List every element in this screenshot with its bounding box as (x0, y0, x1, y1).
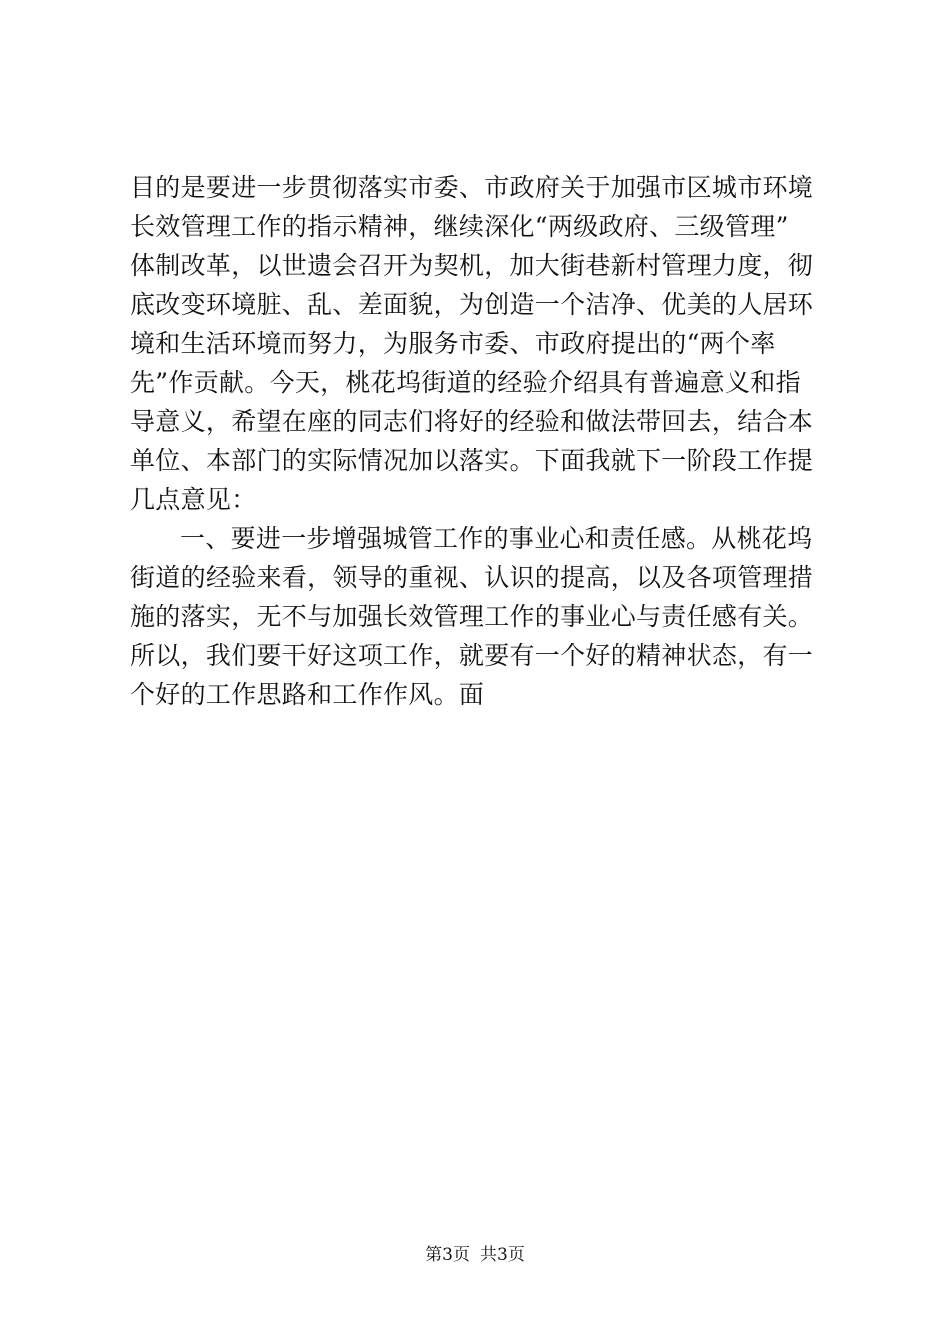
page-number: 第3页 (425, 1245, 470, 1265)
text-line: 目的是要进一步贯彻落实市委、市政府关于加强市区城市环境 (130, 173, 814, 202)
text-line: 个好的工作思路和工作作风。面 (130, 680, 485, 709)
text-line: 施的落实，无不与加强长效管理工作的事业心与责任感有关。 (130, 602, 814, 631)
text-line: 所以，我们要干好这项工作，就要有一个好的精神状态，有一 (130, 641, 814, 670)
page-footer (0, 1243, 950, 1267)
text-line: 底改变环境脏、乱、差面貌，为创造一个洁净、优美的人居环 (130, 290, 814, 319)
text-line: 体制改革，以世遗会召开为契机，加大街巷新村管理力度，彻 (130, 251, 814, 280)
page-total: 共3页 (480, 1245, 525, 1265)
document-body (130, 168, 830, 714)
text-line: 长效管理工作的指示精神，继续深化“两级政府、三级管理” (130, 212, 789, 241)
text-line: 单位、本部门的实际情况加以落实。下面我就下一阶段工作提 (130, 446, 814, 475)
text-line: 境和生活环境而努力，为服务市委、市政府提出的“两个率 (130, 329, 776, 358)
text-line: 街道的经验来看，领导的重视、认识的提高，以及各项管理措 (130, 563, 814, 592)
text-line: 几点意见： (130, 485, 257, 514)
text-line: 先”作贡献。今天，桃花坞街道的经验介绍具有普遍意义和指 (130, 368, 801, 397)
text-line: 导意义，希望在座的同志们将好的经验和做法带回去，结合本 (130, 407, 814, 436)
section-heading-line: 一、要进一步增强城管工作的事业心和责任感。从桃花坞 (180, 524, 813, 553)
